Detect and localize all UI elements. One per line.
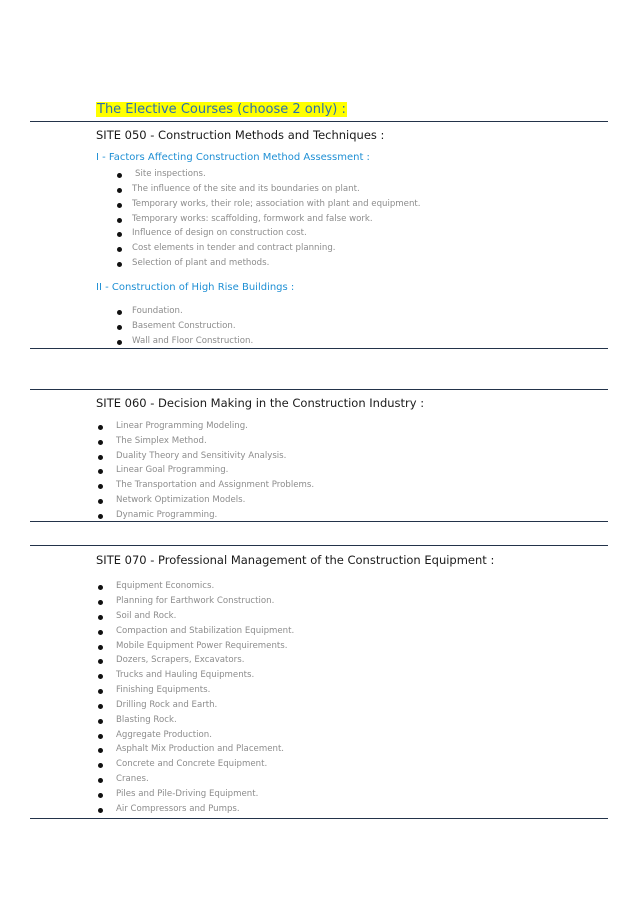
list-item-text: Linear Goal Programming. [116, 465, 229, 475]
list-item-text: Piles and Pile-Driving Equipment. [116, 789, 259, 799]
bullet-icon [98, 793, 103, 798]
bullet-icon [98, 484, 103, 489]
list-item-text: The Transportation and Assignment Problems. [116, 480, 315, 490]
electives-heading-text: The Elective Courses (choose 2 only) : [97, 102, 346, 117]
bullet-icon [98, 645, 103, 650]
list-item-text: Drilling Rock and Earth. [116, 700, 218, 710]
bullet-icon [117, 218, 122, 223]
bullet-icon [98, 455, 103, 460]
list-item-text: Foundation. [132, 306, 183, 316]
list-item-text: The influence of the site and its boundaries on plant. [132, 184, 360, 194]
bullet-icon [98, 659, 103, 664]
list-item-text: Selection of plant and methods. [132, 258, 270, 268]
bullet-icon [98, 763, 103, 768]
list-item-text: Network Optimization Models. [116, 495, 246, 505]
bullet-icon [98, 704, 103, 709]
list-item-text: Influence of design on construction cost. [132, 228, 307, 238]
bullet-icon [98, 778, 103, 783]
divider [30, 121, 608, 122]
list-item-text: Mobile Equipment Power Requirements. [116, 641, 288, 651]
list-item-text: Wall and Floor Construction. [132, 336, 254, 346]
divider [30, 348, 608, 349]
bullet-icon [117, 310, 122, 315]
bullet-icon [98, 719, 103, 724]
bullet-icon [98, 615, 103, 620]
bullet-icon [117, 203, 122, 208]
bullet-icon [98, 469, 103, 474]
list-item-text: Asphalt Mix Production and Placement. [116, 744, 285, 754]
course-title: SITE 050 - Construction Methods and Techniques : [96, 128, 385, 142]
bullet-icon [117, 232, 122, 237]
bullet-icon [98, 425, 103, 430]
bullet-icon [117, 325, 122, 330]
list-item-text: Dozers, Scrapers, Excavators. [116, 655, 245, 665]
list-item-text: Planning for Earthwork Construction. [116, 596, 275, 606]
divider [30, 818, 608, 819]
list-item-text: Temporary works: scaffolding, formwork and false work. [132, 214, 373, 224]
list-item-text: Cranes. [116, 774, 149, 784]
bullet-icon [98, 630, 103, 635]
list-item-text: Aggregate Production. [116, 730, 212, 740]
bullet-icon [98, 689, 103, 694]
section-title: I - Factors Affecting Construction Method Assessment : [96, 152, 370, 163]
bullet-icon [98, 600, 103, 605]
list-item-text: Temporary works, their role; association with plant and equipment. [132, 199, 421, 209]
divider [30, 521, 608, 522]
list-item-text: Concrete and Concrete Equipment. [116, 759, 268, 769]
list-item-text: Trucks and Hauling Equipments. [116, 670, 255, 680]
list-item-text: Finishing Equipments. [116, 685, 211, 695]
list-item-text: Site inspections. [135, 169, 206, 179]
bullet-icon [98, 440, 103, 445]
list-item-text: Basement Construction. [132, 321, 236, 331]
bullet-icon [117, 173, 122, 178]
bullet-icon [98, 514, 103, 519]
course-title: SITE 070 - Professional Management of the Construction Equipment : [96, 553, 495, 567]
bullet-icon [98, 808, 103, 813]
bullet-icon [98, 585, 103, 590]
list-item-text: Compaction and Stabilization Equipment. [116, 626, 295, 636]
bullet-icon [117, 188, 122, 193]
bullet-icon [117, 262, 122, 267]
list-item-text: Cost elements in tender and contract planning. [132, 243, 336, 253]
list-item-text: Soil and Rock. [116, 611, 177, 621]
bullet-icon [117, 247, 122, 252]
list-item-text: Blasting Rock. [116, 715, 177, 725]
bullet-icon [98, 499, 103, 504]
list-item-text: Linear Programming Modeling. [116, 421, 248, 431]
list-item-text: The Simplex Method. [116, 436, 207, 446]
bullet-icon [98, 734, 103, 739]
course-title: SITE 060 - Decision Making in the Construction Industry : [96, 396, 425, 410]
bullet-icon [98, 748, 103, 753]
list-item-text: Air Compressors and Pumps. [116, 804, 240, 814]
bullet-icon [98, 674, 103, 679]
bullet-icon [117, 340, 122, 345]
list-item-text: Equipment Economics. [116, 581, 215, 591]
list-item-text: Dynamic Programming. [116, 510, 218, 520]
list-item-text: Duality Theory and Sensitivity Analysis. [116, 451, 287, 461]
section-title: II - Construction of High Rise Buildings : [96, 282, 295, 293]
divider [30, 389, 608, 390]
electives-heading [96, 98, 347, 117]
divider [30, 545, 608, 546]
